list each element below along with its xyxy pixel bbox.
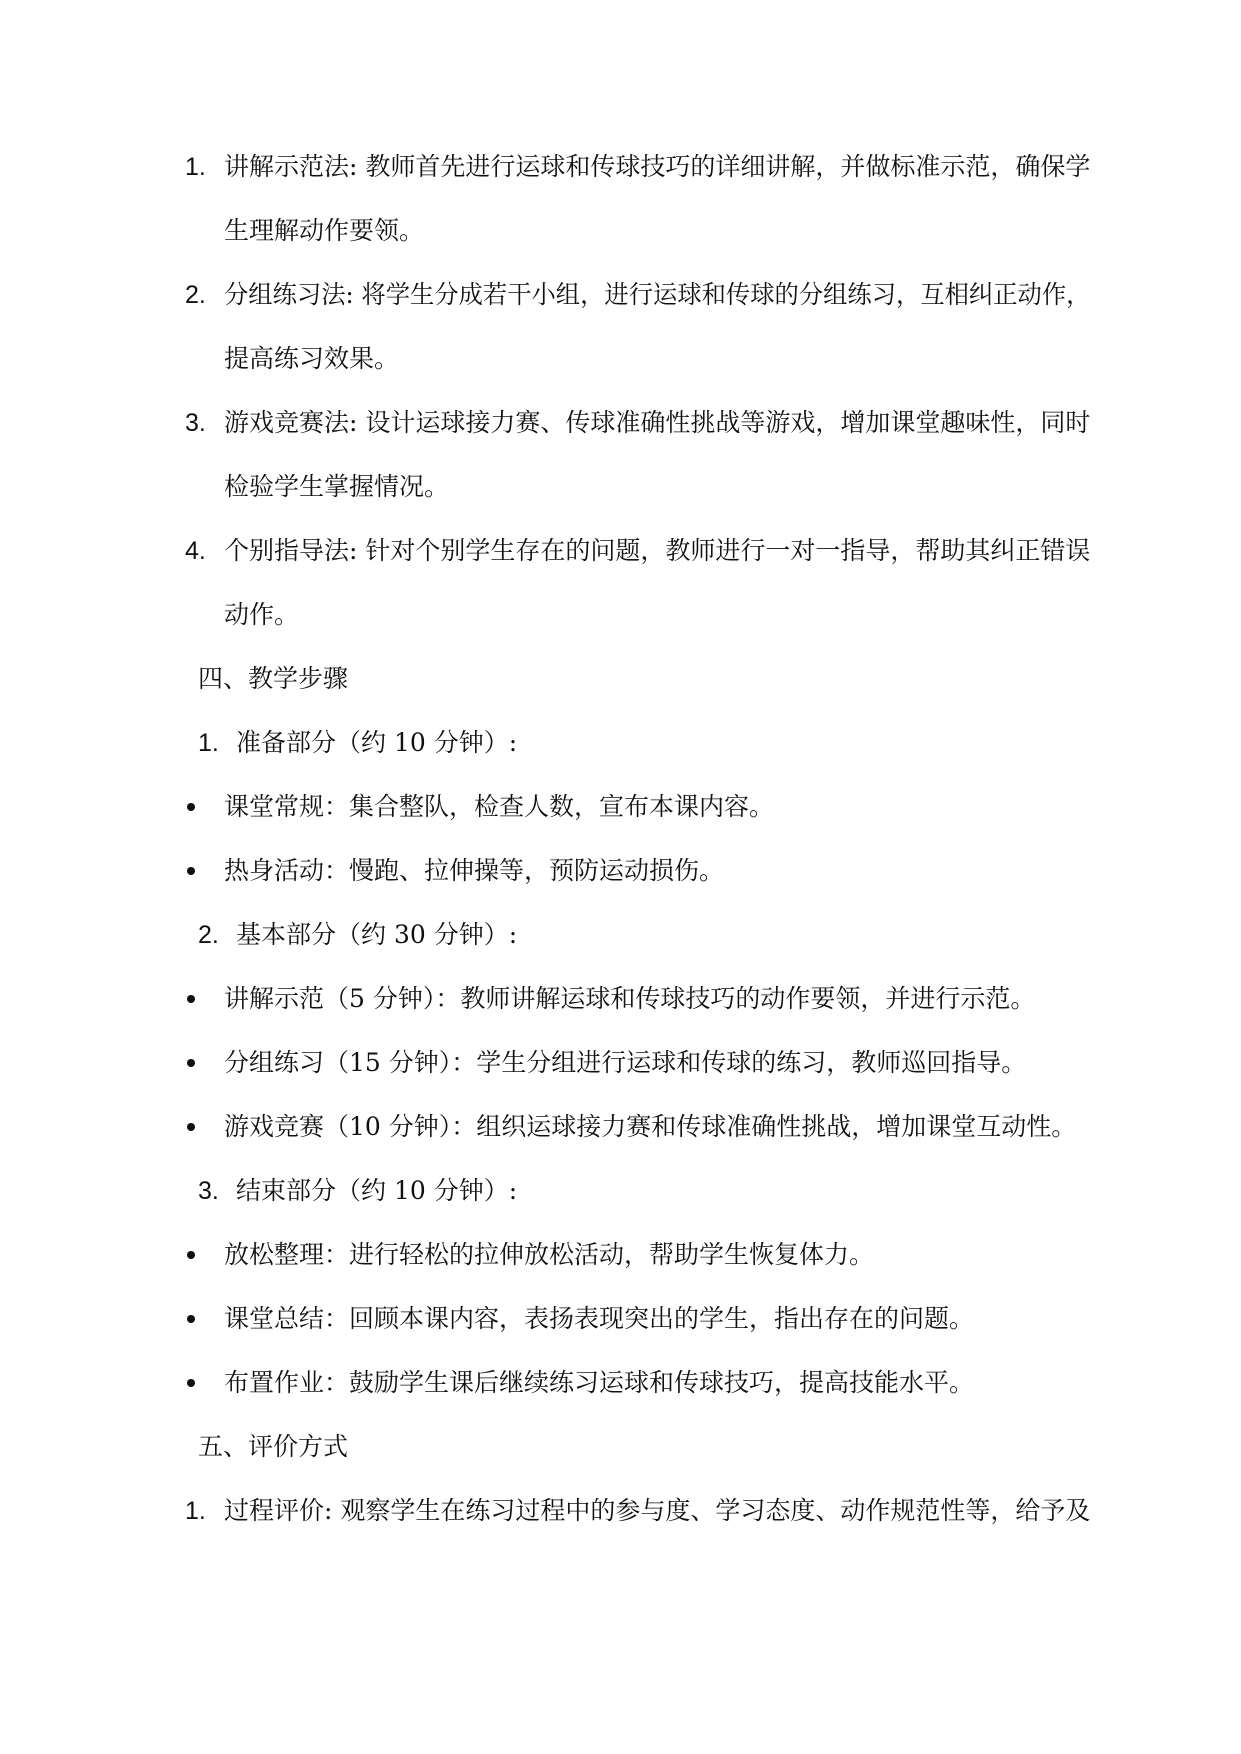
bullet-text: 游戏竞赛（10 分钟）：组织运球接力赛和传球准确性挑战，增加课堂互动性。: [224, 1112, 1077, 1141]
method-text: 生理解动作要领。: [224, 216, 425, 245]
step-title: 基本部分（约 30 分钟）:: [236, 920, 518, 949]
bullet-text: 课堂常规：集合整队，检查人数，宣布本课内容。: [224, 792, 775, 821]
list-number: 2.: [198, 921, 219, 949]
bullet-dot-icon: [187, 1315, 195, 1323]
list-number: 1.: [198, 729, 219, 757]
bullet-dot-icon: [187, 867, 195, 875]
method-text: 动作。: [224, 600, 300, 629]
method-text: 讲解示范法: 教师首先进行运球和传球技巧的详细讲解，并做标准示范，确保学: [224, 152, 1091, 181]
bullet-dot-icon: [187, 995, 195, 1003]
bullet-dot-icon: [187, 1059, 195, 1067]
bullet-dot-icon: [187, 1379, 195, 1387]
method-text: 游戏竞赛法: 设计运球接力赛、传球准确性挑战等游戏，增加课堂趣味性，同时: [224, 408, 1091, 437]
list-number: 1.: [185, 1497, 206, 1525]
list-number: 3.: [185, 409, 206, 437]
evaluation-text: 过程评价: 观察学生在练习过程中的参与度、学习态度、动作规范性等，给予及: [224, 1496, 1091, 1525]
bullet-text: 讲解示范（5 分钟）：教师讲解运球和传球技巧的动作要领，并进行示范。: [224, 984, 1036, 1013]
step-title: 准备部分（约 10 分钟）:: [236, 728, 518, 757]
bullet-text: 分组练习（15 分钟）：学生分组进行运球和传球的练习，教师巡回指导。: [224, 1048, 1027, 1077]
list-number: 2.: [185, 281, 206, 309]
bullet-dot-icon: [187, 803, 195, 811]
bullet-text: 布置作业：鼓励学生课后继续练习运球和传球技巧，提高技能水平。: [224, 1368, 975, 1397]
bullet-text: 放松整理：进行轻松的拉伸放松活动，帮助学生恢复体力。: [224, 1240, 875, 1269]
section-heading: 四、教学步骤: [198, 664, 349, 693]
list-number: 1.: [185, 153, 206, 181]
bullet-dot-icon: [187, 1123, 195, 1131]
list-number: 4.: [185, 537, 206, 565]
bullet-text: 课堂总结：回顾本课内容，表扬表现突出的学生，指出存在的问题。: [224, 1304, 975, 1333]
method-text: 检验学生掌握情况。: [224, 472, 450, 501]
section-heading: 五、评价方式: [198, 1432, 349, 1461]
bullet-text: 热身活动：慢跑、拉伸操等，预防运动损伤。: [224, 856, 725, 885]
method-text: 提高练习效果。: [224, 344, 400, 373]
method-text: 个别指导法: 针对个别学生存在的问题，教师进行一对一指导，帮助其纠正错误: [224, 536, 1091, 565]
step-title: 结束部分（约 10 分钟）:: [236, 1176, 518, 1205]
list-number: 3.: [198, 1177, 219, 1205]
bullet-dot-icon: [187, 1251, 195, 1259]
method-text: 分组练习法: 将学生分成若干小组，进行运球和传球的分组练习，互相纠正动作，: [224, 280, 1091, 309]
